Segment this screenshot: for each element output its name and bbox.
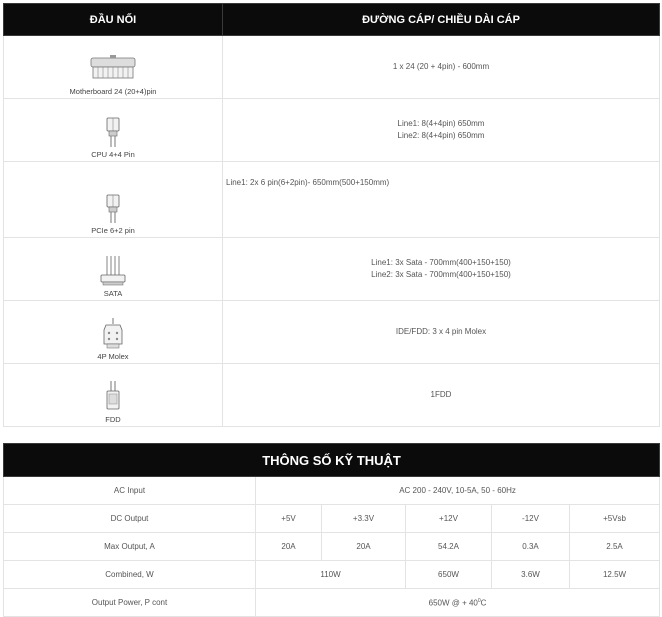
table-row <box>4 238 660 301</box>
spec-table-title: THÔNG SỐ KỸ THUẬT <box>4 444 660 477</box>
spec-value: 3.6W <box>492 561 570 589</box>
table-row <box>4 589 660 617</box>
cable-spec-line: IDE/FDD: 3 x 4 pin Molex <box>395 327 487 336</box>
connector-name: 4P Molex <box>97 352 129 361</box>
connector-cable-table <box>3 3 660 427</box>
spec-value: +3.3V <box>322 505 406 533</box>
cable-spec-cell <box>223 36 660 99</box>
connector-table-header <box>4 4 660 36</box>
spec-value: 54.2A <box>406 533 492 561</box>
spec-label: Max Output, A <box>4 533 256 561</box>
celsius-unit: C <box>480 598 487 608</box>
degree-superscript: 0 <box>477 597 481 604</box>
table-row <box>4 364 660 427</box>
cable-spec-cell <box>223 238 660 301</box>
connector-name: Motherboard 24 (20+4)pin <box>69 87 157 96</box>
spec-value: -12V <box>492 505 570 533</box>
molex-connector-icon <box>101 318 125 350</box>
connector-cell <box>4 36 223 99</box>
sata-connector-icon <box>98 255 128 287</box>
cpu-4pin-connector-icon <box>103 116 123 148</box>
spec-label: AC Input <box>4 477 256 505</box>
table-row <box>4 533 660 561</box>
connector-column-header: ĐẦU NỐI <box>4 4 223 36</box>
connector-cell <box>4 162 223 238</box>
cable-spec-cell <box>223 364 660 427</box>
cable-spec-line: Line1: 3x Sata - 700mm(400+150+150) <box>371 258 511 267</box>
connector-cell <box>4 238 223 301</box>
connector-cell <box>4 364 223 427</box>
spec-value: 650W <box>406 561 492 589</box>
spec-value: +5Vsb <box>570 505 660 533</box>
table-row <box>4 162 660 238</box>
spec-value: 20A <box>322 533 406 561</box>
table-row <box>4 301 660 364</box>
spec-table-header <box>4 444 660 477</box>
cable-spec-line: Line2: 3x Sata - 700mm(400+150+150) <box>371 270 511 279</box>
connector-cell <box>4 301 223 364</box>
spec-value: 20A <box>256 533 322 561</box>
cable-spec-cell <box>223 162 660 238</box>
cable-spec-line: Line1: 2x 6 pin(6+2pin)- 650mm(500+150mm) <box>226 178 390 187</box>
cable-spec-line: Line1: 8(4+4pin) 650mm <box>397 119 485 128</box>
spec-value: AC 200 - 240V, 10-5A, 50 - 60Hz <box>256 477 660 505</box>
connector-name: FDD <box>105 415 121 424</box>
spec-value <box>256 589 660 617</box>
connector-name: SATA <box>103 289 123 298</box>
atx-24pin-connector-icon <box>88 55 138 85</box>
cable-spec-cell <box>223 99 660 162</box>
table-row <box>4 505 660 533</box>
spec-value: 2.5A <box>570 533 660 561</box>
spec-value: +12V <box>406 505 492 533</box>
connector-cell <box>4 99 223 162</box>
cable-spec-cell <box>223 301 660 364</box>
spec-label: Combined, W <box>4 561 256 589</box>
spec-label: DC Output <box>4 505 256 533</box>
cable-spec-line: Line2: 8(4+4pin) 650mm <box>397 131 485 140</box>
table-row <box>4 36 660 99</box>
table-row <box>4 99 660 162</box>
cable-spec-line: 1 x 24 (20 + 4pin) - 600mm <box>392 62 490 71</box>
technical-spec-table <box>3 443 660 617</box>
spec-value: 12.5W <box>570 561 660 589</box>
table-row <box>4 561 660 589</box>
spec-value: 110W <box>256 561 406 589</box>
output-power-value: 650W @ + 40 <box>428 598 478 608</box>
cable-length-column-header: ĐƯỜNG CÁP/ CHIỀU DÀI CÁP <box>223 4 660 36</box>
cable-spec-line: 1FDD <box>430 390 452 399</box>
table-row <box>4 477 660 505</box>
connector-name: PCIe 6+2 pin <box>91 226 135 235</box>
spec-value: +5V <box>256 505 322 533</box>
spec-value: 0.3A <box>492 533 570 561</box>
pcie-connector-icon <box>103 192 123 224</box>
fdd-connector-icon <box>103 381 123 413</box>
spec-label: Output Power, P cont <box>4 589 256 617</box>
connector-name: CPU 4+4 Pin <box>91 150 135 159</box>
